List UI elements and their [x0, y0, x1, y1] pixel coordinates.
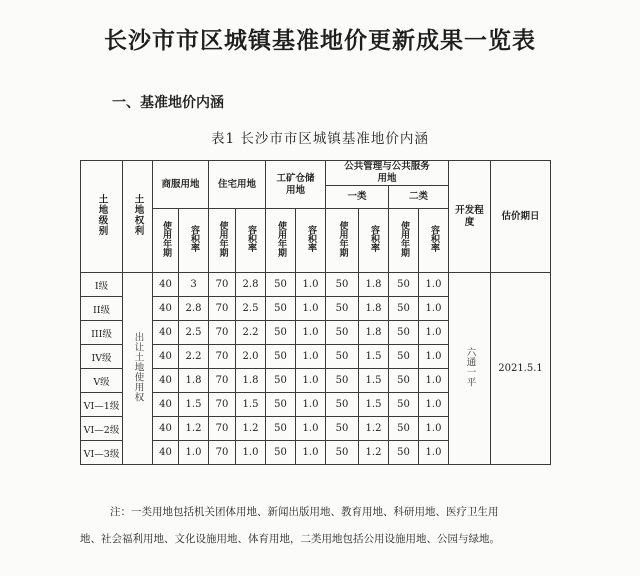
value-cell-r-term: 70 [209, 273, 236, 297]
value-cell-r-term: 70 [209, 441, 236, 465]
land-grade-cell: IV级 [81, 345, 123, 369]
value-cell-p1-far: 1.5 [359, 393, 389, 417]
page-title: 长沙市市区城镇基准地价更新成果一览表 [104, 28, 536, 54]
value-cell-r-term: 70 [209, 297, 236, 321]
header-industrial: 工矿仓储用地 [266, 161, 326, 209]
note-line-1: 注：一类用地包括机关团体用地、新闻出版用地、教育用地、科研用地、医疗卫生用 [110, 506, 499, 518]
land-rights-cell: 出让土地使用权 [123, 273, 153, 465]
header-valuation-date: 估价期日 [491, 161, 551, 273]
land-grade-cell: VI—2级 [81, 417, 123, 441]
table-notes [80, 499, 572, 553]
value-cell-c-far: 1.2 [179, 417, 209, 441]
section-heading: 一、基准地价内涵 [112, 95, 224, 111]
value-cell-c-term: 40 [153, 297, 179, 321]
subheader-public-class1-term: 使用年期 [326, 209, 359, 273]
value-cell-r-far: 2.5 [236, 297, 266, 321]
value-cell-p2-term: 50 [389, 321, 419, 345]
value-cell-i-far: 1.0 [296, 345, 326, 369]
value-cell-i-far: 1.0 [296, 273, 326, 297]
subheader-commercial-term: 使用年期 [153, 209, 179, 273]
header-public: 公共管理与公共服务用地 [326, 161, 449, 186]
value-cell-i-term: 50 [266, 345, 296, 369]
value-cell-p1-term: 50 [326, 369, 359, 393]
value-cell-c-term: 40 [153, 393, 179, 417]
value-cell-i-far: 1.0 [296, 297, 326, 321]
header-residential: 住宅用地 [209, 161, 266, 209]
value-cell-p2-term: 50 [389, 345, 419, 369]
value-cell-c-far: 1.0 [179, 441, 209, 465]
value-cell-p1-far: 1.8 [359, 321, 389, 345]
value-cell-p2-term: 50 [389, 441, 419, 465]
value-cell-p2-far: 1.0 [419, 441, 449, 465]
value-cell-i-term: 50 [266, 273, 296, 297]
value-cell-c-term: 40 [153, 273, 179, 297]
value-cell-i-far: 1.0 [296, 417, 326, 441]
value-cell-i-term: 50 [266, 369, 296, 393]
value-cell-p2-term: 50 [389, 393, 419, 417]
land-grade-cell: II级 [81, 297, 123, 321]
header-dev-level: 开发程度 [449, 161, 491, 273]
value-cell-p1-far: 1.2 [359, 417, 389, 441]
subheader-residential-far: 容积率 [236, 209, 266, 273]
header-class2: 二类 [389, 186, 449, 209]
value-cell-r-far: 1.0 [236, 441, 266, 465]
value-cell-p1-term: 50 [326, 441, 359, 465]
value-cell-p1-term: 50 [326, 273, 359, 297]
value-cell-c-far: 1.5 [179, 393, 209, 417]
value-cell-i-term: 50 [266, 297, 296, 321]
subheader-public-class2-far: 容积率 [419, 209, 449, 273]
value-cell-p2-far: 1.0 [419, 297, 449, 321]
value-cell-c-far: 2.8 [179, 297, 209, 321]
subheader-public-class2-term: 使用年期 [389, 209, 419, 273]
value-cell-r-term: 70 [209, 369, 236, 393]
value-cell-i-far: 1.0 [296, 441, 326, 465]
value-cell-i-term: 50 [266, 393, 296, 417]
value-cell-c-far: 1.8 [179, 369, 209, 393]
value-cell-r-far: 1.5 [236, 393, 266, 417]
value-cell-p2-term: 50 [389, 417, 419, 441]
value-cell-c-term: 40 [153, 417, 179, 441]
value-cell-c-term: 40 [153, 345, 179, 369]
value-cell-p1-far: 1.8 [359, 273, 389, 297]
header-class1: 一类 [326, 186, 389, 209]
value-cell-p2-far: 1.0 [419, 321, 449, 345]
value-cell-i-far: 1.0 [296, 369, 326, 393]
land-grade-cell: V级 [81, 369, 123, 393]
subheader-public-class1-far: 容积率 [359, 209, 389, 273]
value-cell-r-term: 70 [209, 345, 236, 369]
land-grade-cell: VI—1级 [81, 393, 123, 417]
value-cell-r-far: 2.8 [236, 273, 266, 297]
value-cell-c-far: 3 [179, 273, 209, 297]
value-cell-p1-far: 1.2 [359, 441, 389, 465]
value-cell-r-far: 1.8 [236, 369, 266, 393]
value-cell-p1-far: 1.8 [359, 297, 389, 321]
value-cell-p1-far: 1.5 [359, 369, 389, 393]
value-cell-i-far: 1.0 [296, 321, 326, 345]
value-cell-p2-term: 50 [389, 369, 419, 393]
subheader-industrial-term: 使用年期 [266, 209, 296, 273]
value-cell-p1-far: 1.5 [359, 345, 389, 369]
value-cell-p2-term: 50 [389, 297, 419, 321]
value-cell-c-far: 2.5 [179, 321, 209, 345]
value-cell-c-far: 2.2 [179, 345, 209, 369]
value-cell-c-term: 40 [153, 369, 179, 393]
value-cell-i-term: 50 [266, 417, 296, 441]
value-cell-r-far: 2.0 [236, 345, 266, 369]
value-cell-p2-far: 1.0 [419, 273, 449, 297]
subheader-residential-term: 使用年期 [209, 209, 236, 273]
value-cell-i-far: 1.0 [296, 393, 326, 417]
value-cell-r-term: 70 [209, 417, 236, 441]
subheader-commercial-far: 容积率 [179, 209, 209, 273]
value-cell-p2-term: 50 [389, 273, 419, 297]
table-row [81, 273, 551, 297]
valuation-date-cell: 2021.5.1 [491, 273, 551, 465]
value-cell-r-far: 1.2 [236, 417, 266, 441]
value-cell-p1-term: 50 [326, 321, 359, 345]
land-grade-cell: III级 [81, 321, 123, 345]
value-cell-p2-far: 1.0 [419, 345, 449, 369]
value-cell-p2-far: 1.0 [419, 417, 449, 441]
value-cell-r-term: 70 [209, 321, 236, 345]
note-line-2: 地、社会福利用地、文化设施用地、体育用地，二类用地包括公用设施用地、公园与绿地。 [80, 533, 500, 545]
header-commercial: 商服用地 [153, 161, 209, 209]
value-cell-p1-term: 50 [326, 393, 359, 417]
dev-level-cell: 六通一平 [449, 273, 491, 465]
value-cell-c-term: 40 [153, 441, 179, 465]
value-cell-p1-term: 50 [326, 345, 359, 369]
value-cell-r-term: 70 [209, 393, 236, 417]
value-cell-p2-far: 1.0 [419, 369, 449, 393]
subheader-industrial-far: 容积率 [296, 209, 326, 273]
value-cell-p1-term: 50 [326, 417, 359, 441]
header-land-grade: 土地级别 [81, 161, 123, 273]
land-grade-cell: VI—3级 [81, 441, 123, 465]
land-price-table [80, 160, 551, 465]
value-cell-r-far: 2.2 [236, 321, 266, 345]
table-caption: 表1 长沙市市区城镇基准地价内涵 [211, 131, 429, 147]
value-cell-i-term: 50 [266, 321, 296, 345]
value-cell-i-term: 50 [266, 441, 296, 465]
value-cell-c-term: 40 [153, 321, 179, 345]
value-cell-p1-term: 50 [326, 297, 359, 321]
header-land-rights: 土地权利 [123, 161, 153, 273]
land-grade-cell: I级 [81, 273, 123, 297]
value-cell-p2-far: 1.0 [419, 393, 449, 417]
